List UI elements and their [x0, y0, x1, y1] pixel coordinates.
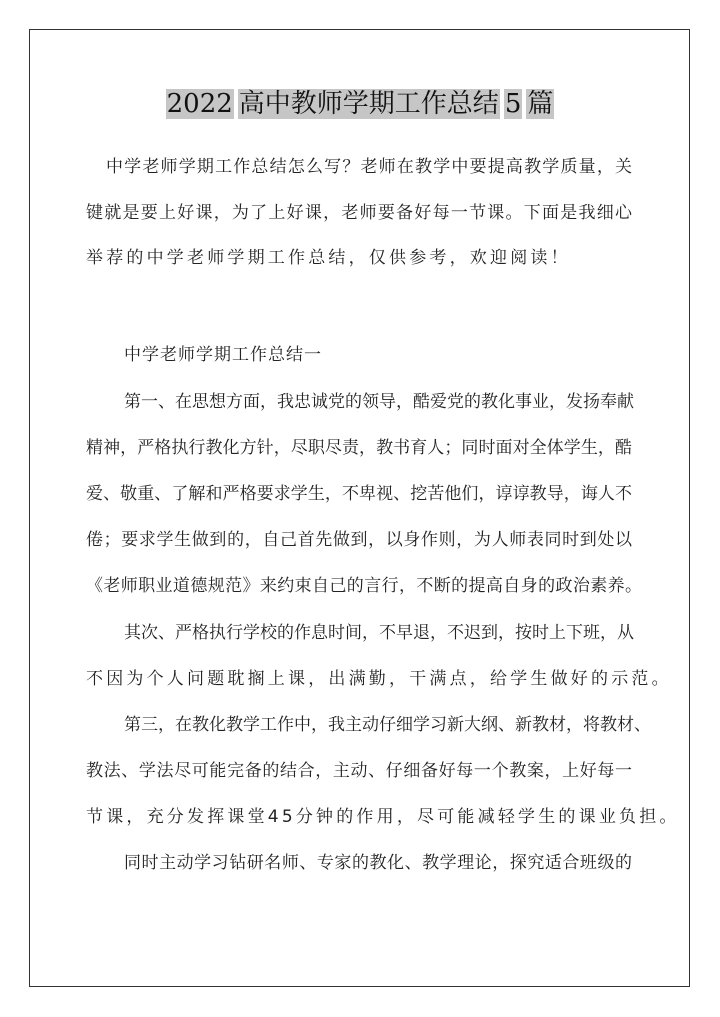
body-line: 爱、敬重、了解和严格要求学生，不卑视、挖苦他们，谆谆教导，诲人不 [86, 484, 632, 504]
title-part: 高中教师学期工作总结 [238, 89, 499, 119]
body-line: 其次、严格执行学校的作息时间，不早退，不迟到，按时上下班，从 [124, 623, 634, 643]
body-line: 节课，充分发挥课堂45分钟的作用，尽可能减轻学生的课业负担。 [86, 807, 680, 827]
title-part: 篇 [527, 89, 554, 119]
body-line: 《老师职业道德规范》来约束自己的言行，不断的提高自身的政治素养。 [86, 576, 642, 596]
body-line: 倦；要求学生做到的，自己首先做到，以身作则，为人师表同时到处以 [86, 530, 632, 550]
body-line: 第一、在思想方面，我忠诚党的领导，酷爱党的教化事业，发扬奉献 [124, 392, 634, 412]
title-part: 5 [504, 89, 522, 119]
body-line: 同时主动学习钻研名师、专家的教化、教学理论，探究适合班级的 [124, 853, 632, 873]
document-title [0, 89, 720, 119]
title-part: 2022 [166, 89, 233, 119]
body-line: 教法、学法尽可能完备的结合，主动、仔细备好每一个教案，上好每一 [86, 761, 632, 781]
intro-line: 举荐的中学老师学期工作总结，仅供参考，欢迎阅读！ [86, 248, 571, 268]
intro-line: 键就是要上好课，为了上好课，老师要备好每一节课。下面是我细心 [86, 203, 632, 223]
body-line: 第三，在教化教学工作中，我主动仔细学习新大纲、新教材，将教材、 [124, 715, 651, 735]
body-line: 精神，严格执行教化方针，尽职尽责，教书育人；同时面对全体学生，酷 [86, 438, 632, 458]
section-heading: 中学老师学期工作总结一 [124, 345, 322, 365]
body-line: 不因为个人问题耽搁上课，出满勤，干满点，给学生做好的示范。 [86, 669, 672, 689]
intro-line: 中学老师学期工作总结怎么写？老师在教学中要提高教学质量，关 [106, 157, 632, 177]
